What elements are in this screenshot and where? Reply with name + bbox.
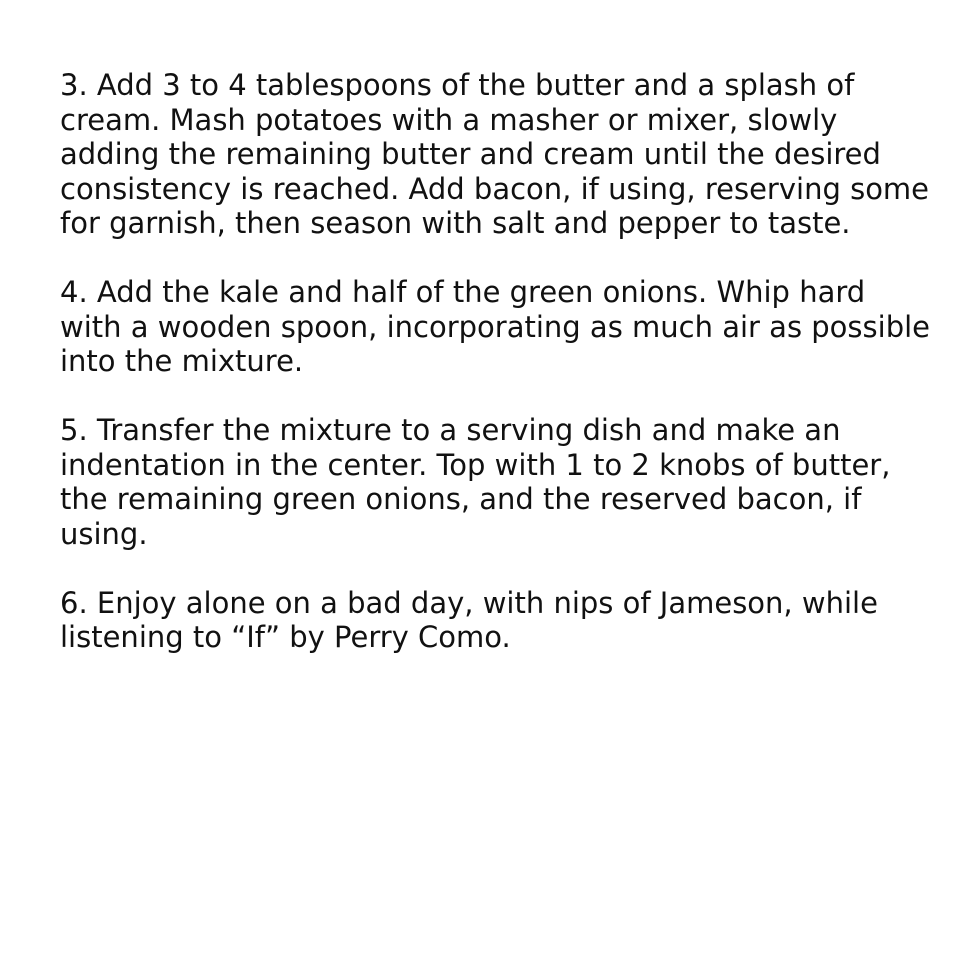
instruction-step-3: 3. Add 3 to 4 tablespoons of the butter and a splash of cream. Mash potatoes with a masher or mixer, slowly adding the remaining butter and cream until the desired consistency is reached. Add bacon, if using, reserving some for garnish, then season with salt and pepper to taste. — [60, 68, 930, 240]
instruction-step-5: 5. Transfer the mixture to a serving dish and make an indentation in the center. Top with 1 to 2 knobs of butter, the remaining green onions, and the reserved bacon, if using. — [60, 413, 891, 551]
instruction-step-4: 4. Add the kale and half of the green onions. Whip hard with a wooden spoon, incorporating as much air as possible into the mixture. — [60, 275, 930, 378]
instruction-step-6: 6. Enjoy alone on a bad day, with nips of Jameson, while listening to “If” by Perry Como. — [60, 585, 878, 654]
recipe-instructions — [60, 68, 930, 655]
